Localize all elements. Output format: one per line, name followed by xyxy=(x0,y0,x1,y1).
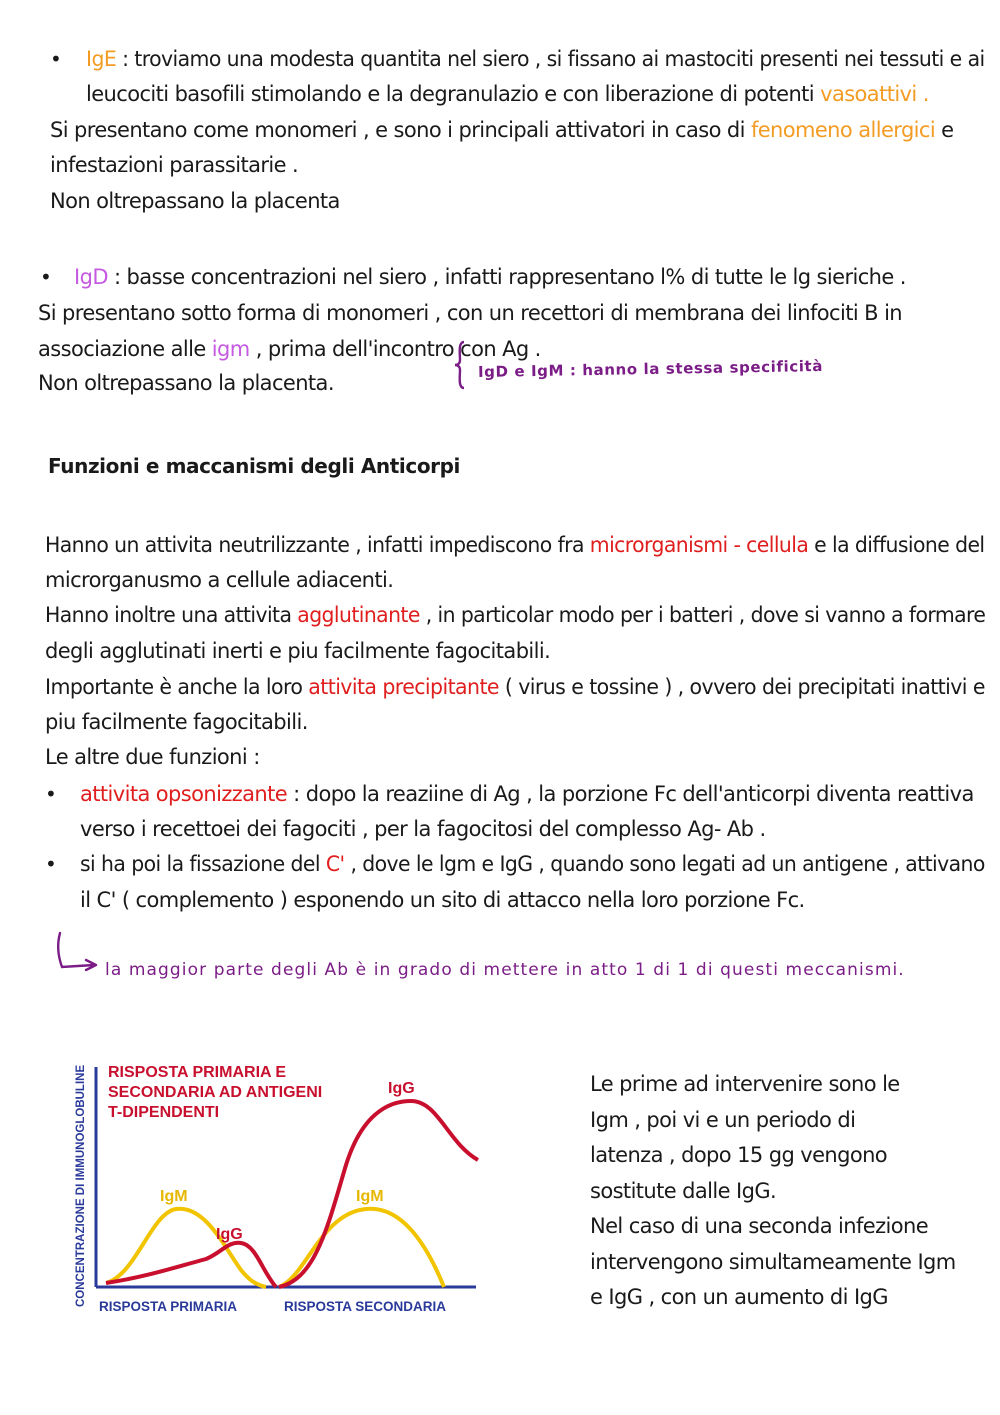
func-line-1 xyxy=(45,531,985,559)
side-line-5: Nel caso di una seconda infezione xyxy=(590,1214,929,1238)
igm-secondary-curve xyxy=(279,1209,444,1287)
ige-line-5: Non oltrepassano la placenta xyxy=(50,189,340,213)
func-line-2: microrganusmo a cellule adiacenti. xyxy=(45,568,394,592)
igm-primary-curve xyxy=(106,1209,266,1287)
bullet-opsonizzante: • xyxy=(45,782,57,806)
ige-vasoattivi: vasoattivi . xyxy=(820,82,929,106)
func-line-5 xyxy=(45,673,985,701)
side-line-7: e IgG , con un aumento di IgG xyxy=(590,1285,888,1309)
ige-line-2-text: leucociti basofili stimolando e la degranulazio e con liberazione di potenti xyxy=(86,82,821,106)
func-bullet-1-line-2: verso i recettoei dei fagociti , per la fagocitosi del complesso Ag- Ab . xyxy=(80,817,766,841)
side-line-3: latenza , dopo 15 gg vengono xyxy=(590,1143,888,1167)
ige-line-2 xyxy=(86,80,929,108)
section-heading: Funzioni e maccanismi degli Anticorpi xyxy=(48,454,460,478)
func-line-1-text: Hanno un attivita neutrilizzante , infatti impediscono fra xyxy=(45,533,590,557)
side-line-2: Igm , poi vi e un periodo di xyxy=(590,1108,856,1132)
immunoglobulin-response-figure xyxy=(66,1055,480,1320)
side-line-4: sostitute dalle IgG. xyxy=(590,1179,777,1203)
func-attivita-opsonizzante: attivita opsonizzante xyxy=(80,782,288,806)
func-microrganismi-cellula: microrganismi - cellula xyxy=(589,533,809,557)
label-igg-secondary: IgG xyxy=(388,1080,415,1097)
figure-title-line-2: SECONDARIA AD ANTIGENI xyxy=(108,1084,323,1101)
func-bullet-2-text: si ha poi la fissazione del xyxy=(80,852,326,876)
ige-line-3-text: Si presentano come monomeri , e sono i principali attivatori in caso di xyxy=(50,118,751,142)
bullet-complemento: • xyxy=(45,852,57,876)
func-line-6: piu facilmente fagocitabili. xyxy=(45,710,308,734)
label-igm-secondary: IgM xyxy=(356,1188,384,1205)
func-line-3-text: Hanno inoltre una attivita xyxy=(45,603,298,627)
figure-title-line-1: RISPOSTA PRIMARIA E xyxy=(108,1064,287,1081)
func-attivita-precipitante: attivita precipitante xyxy=(308,675,499,699)
figure-xlabel-right: RISPOSTA SECONDARIA xyxy=(284,1299,447,1314)
func-line-7: Le altre due funzioni : xyxy=(45,745,260,769)
side-line-1: Le prime ad intervenire sono le xyxy=(590,1072,900,1096)
igd-line-2: Si presentano sotto forma di monomeri , con un recettori di membrana dei linfociti B in xyxy=(38,301,903,325)
arrow-icon xyxy=(52,930,102,975)
figure-title-line-3: T-DIPENDENTI xyxy=(108,1104,220,1121)
func-agglutinante: agglutinante xyxy=(297,603,420,627)
ige-term: IgE xyxy=(86,47,117,71)
igd-term: IgD xyxy=(74,265,108,289)
bullet-ige: • xyxy=(50,47,62,71)
func-bullet-2-line-2: il C' ( complemento ) esponendo un sito di attacco nella loro porzione Fc. xyxy=(80,888,805,912)
ige-line-4: infestazioni parassitarie . xyxy=(50,153,299,177)
igd-line-3-post: , prima dell'incontro con Ag . xyxy=(249,337,541,361)
func-line-1-post: e la diffusione del xyxy=(808,533,985,557)
ige-line-1-text: : troviamo una modesta quantita nel siero , si fissano ai mastociti presenti nei tessuti e ai xyxy=(116,47,985,71)
igd-line-1-text: : basse concentrazioni nel siero , infatti rappresentano l% di tutte le lg sieriche . xyxy=(107,265,906,289)
handwritten-note-mechanisms: la maggior parte degli Ab è in grado di mettere in atto 1 di 1 di questi meccanismi. xyxy=(105,960,905,980)
ige-line-1 xyxy=(86,45,985,73)
igd-igm: igm xyxy=(211,337,250,361)
side-line-6: intervengono simultameamente Igm xyxy=(590,1250,956,1274)
igd-line-1 xyxy=(74,263,906,291)
func-line-5-post: ( virus e tossine ) , ovvero dei precipitati inattivi e xyxy=(498,675,985,699)
func-bullet-1-text: : dopo la reaziine di Ag , la porzione Fc dell'anticorpi diventa reattiva xyxy=(287,782,974,806)
label-igg-primary: IgG xyxy=(216,1226,243,1243)
func-bullet-1-line-1 xyxy=(80,780,974,808)
figure-ylabel: CONCENTRAZIONE DI IMMUNOGLOBULINE xyxy=(75,1064,87,1307)
handwritten-note-specificity: IgD e IgM : hanno la stessa specificità xyxy=(477,356,824,382)
func-line-3-post: , in particolar modo per i batteri , dove si vanno a formare xyxy=(419,603,986,627)
func-c-prime: C' xyxy=(325,852,345,876)
label-igm-primary: IgM xyxy=(160,1188,188,1205)
curly-brace xyxy=(452,340,476,390)
func-line-4: degli agglutinati inerti e piu facilmente fagocitabili. xyxy=(45,639,551,663)
ige-fenomeno-allergici: fenomeno allergici xyxy=(750,118,936,142)
func-bullet-2-post: , dove le lgm e IgG , quando sono legati ad un antigene , attivano xyxy=(344,852,985,876)
func-bullet-2-line-1 xyxy=(80,850,985,878)
ige-line-3-post: e xyxy=(935,118,954,142)
igd-line-4: Non oltrepassano la placenta. xyxy=(38,371,334,395)
bullet-igd: • xyxy=(40,265,52,289)
ige-line-3 xyxy=(50,116,954,144)
figure-xlabel-left: RISPOSTA PRIMARIA xyxy=(99,1299,238,1314)
func-line-5-text: Importante è anche la loro xyxy=(45,675,309,699)
response-curves xyxy=(66,1055,480,1320)
func-line-3 xyxy=(45,601,985,629)
igd-line-3-text: associazione alle xyxy=(38,337,212,361)
